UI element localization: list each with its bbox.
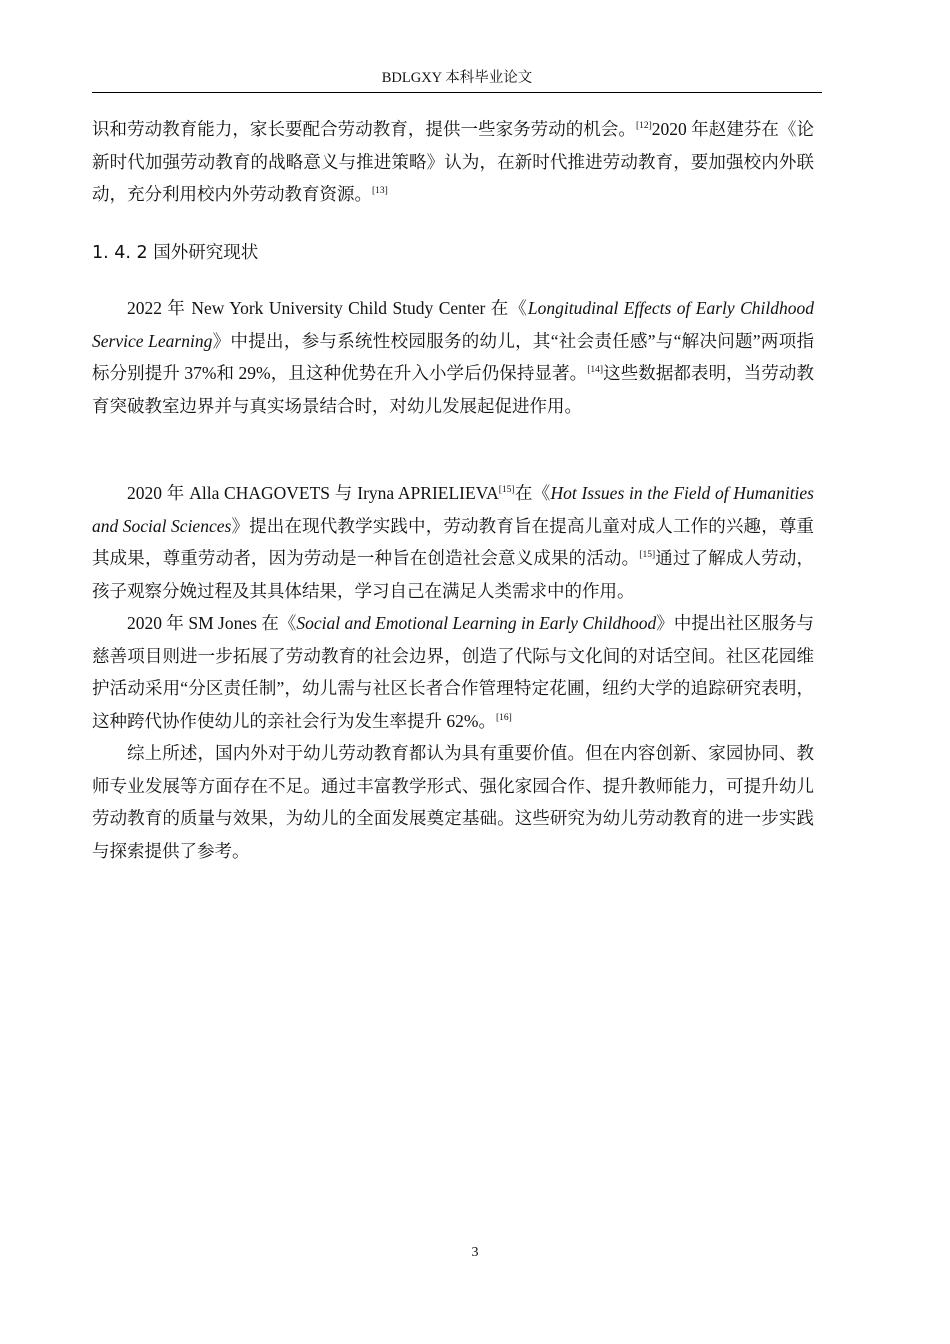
paragraph-block-2	[92, 477, 814, 867]
text: 2020 年 Alla CHAGOVETS 与 Iryna APRIELIEVA	[127, 483, 499, 503]
paragraph-4	[92, 737, 814, 867]
header-title: BDLGXY 本科毕业论文	[381, 70, 533, 86]
citation-ref: [15]	[498, 485, 515, 495]
text: 2020 年 SM Jones 在《	[127, 613, 297, 633]
page-header	[92, 64, 822, 93]
section-heading: 1. 4. 2 国外研究现状	[92, 243, 259, 263]
book-title: Social and Emotional Learning in Early Childhood	[296, 613, 657, 633]
text: 通过了解成人劳动，孩子观察分娩过程及其具体结果，学习自己在满足人类需求中的作用。	[92, 548, 814, 601]
text: 2022 年 New York University Child Study Center 在《	[127, 298, 528, 318]
text: 》中提出社区服务与慈善项目则进一步拓展了劳动教育的社会边界，创造了代际与文化间的对话空间。社区花园维护活动采用“分区责任制”，幼儿需与社区长者合作管理特定花圃，纽约大学的追踪研究表明，这种跨代协作使幼儿的亲社会行为发生率提升 62%。	[92, 613, 815, 731]
paragraph-1	[92, 292, 814, 422]
page-number: 3	[471, 1245, 479, 1260]
paragraph-0	[92, 113, 814, 211]
text: 综上所述，国内外对于幼儿劳动教育都认为具有重要价值。但在内容创新、家园协同、教师专业发展等方面存在不足。通过丰富教学形式、强化家园合作、提升教师能力，可提升幼儿劳动教育的质量与效果，为幼儿的全面发展奠定基础。这些研究为幼儿劳动教育的进一步实践与探索提供了参考。	[92, 743, 814, 861]
book-title: Longitudinal Effects of Early Childhood Service Learning	[92, 298, 814, 351]
citation-ref: [14]	[587, 365, 604, 375]
citation-ref: [15]	[639, 550, 656, 560]
text: 识和劳动教育能力，家长要配合劳动教育，提供一些家务劳动的机会。	[92, 119, 636, 139]
text: 》中提出，参与系统性校园服务的幼儿，其“社会责任感”与“解决问题”两项指标分别提升 37%和 29%，且这种优势在升入小学后仍保持显著。	[92, 330, 814, 383]
text: 》提出在现代教学实践中，劳动教育旨在提高儿童对成人工作的兴趣，尊重其成果，尊重劳动者，因为劳动是一种旨在创造社会意义成果的活动。	[92, 515, 815, 568]
paragraph-continuation	[92, 113, 814, 211]
text: 这些数据都表明，当劳动教育突破教室边界并与真实场景结合时，对幼儿发展起促进作用。	[92, 363, 815, 416]
citation-ref: [13]	[372, 186, 388, 196]
paragraph-2	[92, 477, 814, 607]
text: 2020 年赵建芬在《论新时代加强劳动教育的战略意义与推进策略》认为，在新时代推进劳动教育，要加强校内外联动，充分利用校内外劳动教育资源。	[92, 119, 815, 204]
book-title: Hot Issues in the Field of Humanities and Social Sciences	[92, 483, 814, 536]
text: 在《	[514, 483, 551, 503]
paragraph-3	[92, 607, 814, 737]
citation-ref: [12]	[635, 121, 652, 131]
paragraph-block-1	[92, 292, 814, 422]
citation-ref: [16]	[495, 712, 512, 723]
